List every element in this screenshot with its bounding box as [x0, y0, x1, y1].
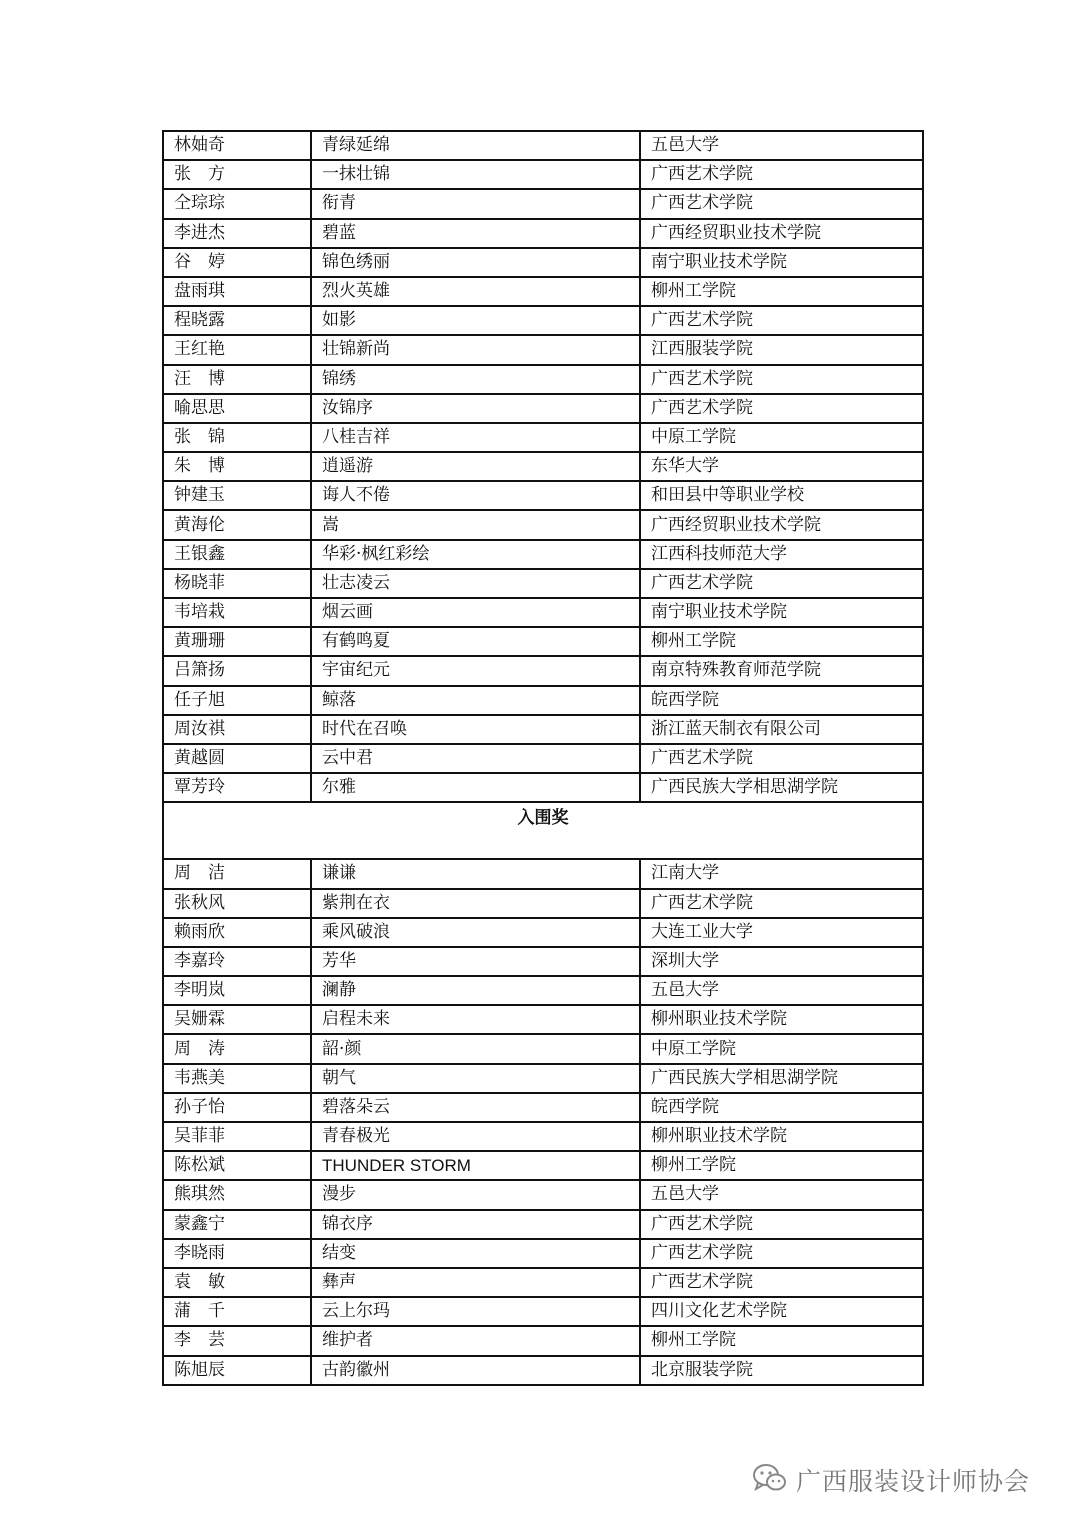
work-title-cell: 维护者 — [311, 1326, 640, 1355]
institution-cell: 江西科技师范大学 — [640, 540, 923, 569]
award-section — [163, 802, 923, 859]
institution-cell: 皖西学院 — [640, 686, 923, 715]
table-row — [163, 1297, 923, 1326]
table-row — [163, 1180, 923, 1209]
institution-cell: 大连工业大学 — [640, 918, 923, 947]
institution-cell: 五邑大学 — [640, 131, 923, 160]
institution-cell: 四川文化艺术学院 — [640, 1297, 923, 1326]
table-row — [163, 365, 923, 394]
designer-name-cell: 盘雨琪 — [163, 277, 311, 306]
account-watermark — [752, 1460, 1030, 1500]
institution-cell: 广西艺术学院 — [640, 889, 923, 918]
designer-name-cell: 朱 博 — [163, 452, 311, 481]
table-row — [163, 918, 923, 947]
designer-name-cell: 韦培栽 — [163, 598, 311, 627]
table-row — [163, 131, 923, 160]
designer-name-cell: 赖雨欣 — [163, 918, 311, 947]
designer-name-cell: 钟建玉 — [163, 481, 311, 510]
table-row — [163, 160, 923, 189]
institution-cell: 广西艺术学院 — [640, 394, 923, 423]
designer-name-cell: 袁 敏 — [163, 1268, 311, 1297]
institution-cell: 五邑大学 — [640, 1180, 923, 1209]
designer-name-cell: 李 芸 — [163, 1326, 311, 1355]
institution-cell: 江西服装学院 — [640, 335, 923, 364]
institution-cell: 五邑大学 — [640, 976, 923, 1005]
work-title-cell: 诲人不倦 — [311, 481, 640, 510]
work-title-cell: 启程未来 — [311, 1005, 640, 1034]
work-title-cell: 澜静 — [311, 976, 640, 1005]
work-title-cell: 乘风破浪 — [311, 918, 640, 947]
table-row — [163, 1151, 923, 1180]
designer-name-cell: 孙子怡 — [163, 1093, 311, 1122]
designer-name-cell: 谷 婷 — [163, 248, 311, 277]
institution-cell: 南宁职业技术学院 — [640, 248, 923, 277]
table-row — [163, 1356, 923, 1385]
institution-cell: 深圳大学 — [640, 947, 923, 976]
table-row — [163, 773, 923, 802]
institution-cell: 广西艺术学院 — [640, 365, 923, 394]
institution-cell: 广西经贸职业技术学院 — [640, 510, 923, 539]
table-row — [163, 627, 923, 656]
work-title-cell: 碧蓝 — [311, 219, 640, 248]
institution-cell: 中原工学院 — [640, 1034, 923, 1063]
table-row — [163, 306, 923, 335]
institution-cell: 广西民族大学相思湖学院 — [640, 773, 923, 802]
institution-cell: 柳州工学院 — [640, 277, 923, 306]
table-row — [163, 1093, 923, 1122]
designer-name-cell: 汪 博 — [163, 365, 311, 394]
institution-cell: 浙江蓝天制衣有限公司 — [640, 715, 923, 744]
table-row — [163, 540, 923, 569]
table-row — [163, 598, 923, 627]
institution-cell: 广西艺术学院 — [640, 569, 923, 598]
designer-name-cell: 周 洁 — [163, 859, 311, 888]
work-title-cell: 漫步 — [311, 1180, 640, 1209]
work-title-cell: 碧落朵云 — [311, 1093, 640, 1122]
table-row — [163, 1034, 923, 1063]
work-title-cell: 青春极光 — [311, 1122, 640, 1151]
designer-name-cell: 仝琮琮 — [163, 189, 311, 218]
institution-cell: 广西经贸职业技术学院 — [640, 219, 923, 248]
section-row — [163, 802, 923, 859]
designer-name-cell: 李嘉玲 — [163, 947, 311, 976]
institution-cell: 北京服装学院 — [640, 1356, 923, 1385]
designer-name-cell: 张 锦 — [163, 423, 311, 452]
table-row — [163, 1005, 923, 1034]
table-row — [163, 1064, 923, 1093]
work-title-cell: 芳华 — [311, 947, 640, 976]
designer-name-cell: 张秋风 — [163, 889, 311, 918]
work-title-cell: 云中君 — [311, 744, 640, 773]
designer-name-cell: 陈松斌 — [163, 1151, 311, 1180]
table-row — [163, 976, 923, 1005]
work-title-cell: 锦色绣丽 — [311, 248, 640, 277]
table-row — [163, 1239, 923, 1268]
institution-cell: 广西民族大学相思湖学院 — [640, 1064, 923, 1093]
work-title-cell: 锦衣序 — [311, 1210, 640, 1239]
designer-name-cell: 任子旭 — [163, 686, 311, 715]
designer-name-cell: 吴姗霖 — [163, 1005, 311, 1034]
designer-name-cell: 吕箫扬 — [163, 656, 311, 685]
award-list-top — [163, 131, 923, 802]
designer-name-cell: 覃芳玲 — [163, 773, 311, 802]
table-row — [163, 1326, 923, 1355]
designer-name-cell: 黄海伦 — [163, 510, 311, 539]
institution-cell: 柳州工学院 — [640, 1151, 923, 1180]
designer-name-cell: 黄越圆 — [163, 744, 311, 773]
work-title-cell: 衔青 — [311, 189, 640, 218]
work-title-cell: 逍遥游 — [311, 452, 640, 481]
designer-name-cell: 蒲 千 — [163, 1297, 311, 1326]
work-title-cell: 八桂吉祥 — [311, 423, 640, 452]
table-row — [163, 481, 923, 510]
table-row — [163, 510, 923, 539]
work-title-cell: 鲸落 — [311, 686, 640, 715]
work-title-cell: THUNDER STORM — [311, 1151, 640, 1180]
table-row — [163, 219, 923, 248]
wechat-icon — [752, 1462, 788, 1498]
table-row — [163, 947, 923, 976]
table-row — [163, 715, 923, 744]
table-row — [163, 248, 923, 277]
designer-name-cell: 程晓露 — [163, 306, 311, 335]
table-row — [163, 394, 923, 423]
work-title-cell: 紫荆在衣 — [311, 889, 640, 918]
work-title-cell: 汝锦序 — [311, 394, 640, 423]
work-title-cell: 尔雅 — [311, 773, 640, 802]
designer-name-cell: 黄珊珊 — [163, 627, 311, 656]
designer-name-cell: 陈旭辰 — [163, 1356, 311, 1385]
institution-cell: 南京特殊教育师范学院 — [640, 656, 923, 685]
institution-cell: 广西艺术学院 — [640, 306, 923, 335]
designer-name-cell: 周 涛 — [163, 1034, 311, 1063]
table-row — [163, 686, 923, 715]
table-row — [163, 1268, 923, 1297]
table-row — [163, 889, 923, 918]
section-title: 入围奖 — [163, 802, 923, 859]
work-title-cell: 结变 — [311, 1239, 640, 1268]
institution-cell: 广西艺术学院 — [640, 160, 923, 189]
work-title-cell: 宇宙纪元 — [311, 656, 640, 685]
work-title-cell: 壮志凌云 — [311, 569, 640, 598]
designer-name-cell: 吴菲菲 — [163, 1122, 311, 1151]
work-title-cell: 古韵徽州 — [311, 1356, 640, 1385]
work-title-cell: 嵩 — [311, 510, 640, 539]
table-row — [163, 189, 923, 218]
designer-name-cell: 李进杰 — [163, 219, 311, 248]
work-title-cell: 一抹壮锦 — [311, 160, 640, 189]
designer-name-cell: 熊琪然 — [163, 1180, 311, 1209]
institution-cell: 皖西学院 — [640, 1093, 923, 1122]
institution-cell: 南宁职业技术学院 — [640, 598, 923, 627]
work-title-cell: 壮锦新尚 — [311, 335, 640, 364]
table-row — [163, 423, 923, 452]
work-title-cell: 朝气 — [311, 1064, 640, 1093]
table-row — [163, 1122, 923, 1151]
institution-cell: 柳州工学院 — [640, 1326, 923, 1355]
table-row — [163, 1210, 923, 1239]
institution-cell: 广西艺术学院 — [640, 189, 923, 218]
work-title-cell: 青绿延绵 — [311, 131, 640, 160]
work-title-cell: 有鹤鸣夏 — [311, 627, 640, 656]
finalist-list — [163, 859, 923, 1384]
designer-name-cell: 张 方 — [163, 160, 311, 189]
institution-cell: 广西艺术学院 — [640, 1210, 923, 1239]
work-title-cell: 谦谦 — [311, 859, 640, 888]
table-row — [163, 744, 923, 773]
designer-name-cell: 韦燕美 — [163, 1064, 311, 1093]
institution-cell: 广西艺术学院 — [640, 1268, 923, 1297]
work-title-cell: 如影 — [311, 306, 640, 335]
work-title-cell: 烈火英雄 — [311, 277, 640, 306]
table-row — [163, 452, 923, 481]
designer-name-cell: 王银鑫 — [163, 540, 311, 569]
designer-name-cell: 王红艳 — [163, 335, 311, 364]
institution-cell: 中原工学院 — [640, 423, 923, 452]
designer-name-cell: 周汝祺 — [163, 715, 311, 744]
table-row — [163, 859, 923, 888]
designer-name-cell: 李明岚 — [163, 976, 311, 1005]
institution-cell: 和田县中等职业学校 — [640, 481, 923, 510]
institution-cell: 柳州职业技术学院 — [640, 1005, 923, 1034]
designer-name-cell: 杨晓菲 — [163, 569, 311, 598]
table-row — [163, 656, 923, 685]
work-title-cell: 韶·颜 — [311, 1034, 640, 1063]
designer-name-cell: 林妯奇 — [163, 131, 311, 160]
account-name: 广西服装设计师协会 — [796, 1467, 1031, 1496]
designer-name-cell: 蒙鑫宁 — [163, 1210, 311, 1239]
work-title-cell: 锦绣 — [311, 365, 640, 394]
institution-cell: 江南大学 — [640, 859, 923, 888]
work-title-cell: 烟云画 — [311, 598, 640, 627]
institution-cell: 柳州职业技术学院 — [640, 1122, 923, 1151]
table-row — [163, 277, 923, 306]
table-row — [163, 335, 923, 364]
table-row — [163, 569, 923, 598]
work-title-cell: 时代在召唤 — [311, 715, 640, 744]
institution-cell: 广西艺术学院 — [640, 744, 923, 773]
work-title-cell: 云上尔玛 — [311, 1297, 640, 1326]
designer-name-cell: 喻思思 — [163, 394, 311, 423]
institution-cell: 广西艺术学院 — [640, 1239, 923, 1268]
work-title-cell: 华彩·枫红彩绘 — [311, 540, 640, 569]
institution-cell: 柳州工学院 — [640, 627, 923, 656]
designer-name-cell: 李晓雨 — [163, 1239, 311, 1268]
work-title-cell: 彝声 — [311, 1268, 640, 1297]
award-list-table — [162, 130, 924, 1386]
institution-cell: 东华大学 — [640, 452, 923, 481]
